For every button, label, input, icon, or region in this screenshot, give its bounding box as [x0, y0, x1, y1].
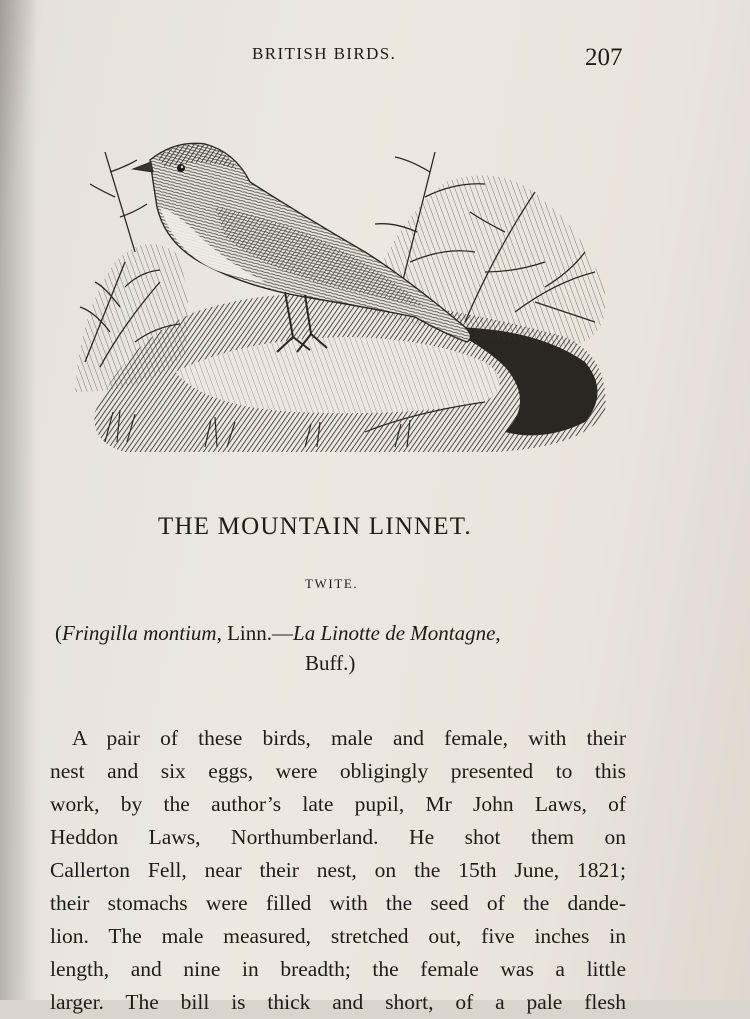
body-line: lion. The male measured, stretched out, five inches in: [50, 924, 626, 948]
body-line: Callerton Fell, near their nest, on the 15th June, 1821;: [50, 858, 626, 882]
body-line: length, and nine in breadth; the female was a little: [50, 957, 626, 981]
body-line: their stomachs were filled with the seed of the dande-: [50, 891, 626, 915]
article-subtitle: TWITE.: [305, 576, 359, 591]
synonym-line-2: Buff.): [305, 651, 356, 675]
body-line: nest and six eggs, were obligingly presented to this: [50, 759, 626, 783]
synonym-open: (: [55, 621, 62, 645]
bird-woodcut-illustration: [65, 112, 625, 472]
body-line: A pair of these birds, male and female, with their: [72, 726, 626, 750]
synonym-name-1: Fringilla montium: [62, 621, 217, 645]
synonym-sep-2: ,: [495, 621, 501, 645]
body-text: [50, 722, 626, 1019]
gutter-shadow: [0, 0, 38, 1000]
page-number: 207: [585, 44, 623, 71]
synonym-sep-1: , Linn.—: [216, 621, 294, 645]
running-head: BRITISH BIRDS.: [252, 44, 397, 63]
body-line: work, by the author’s late pupil, Mr John Laws, of: [50, 792, 626, 816]
article-title: THE MOUNTAIN LINNET.: [158, 513, 472, 540]
body-line: larger. The bill is thick and short, of a pale flesh: [50, 990, 626, 1014]
latin-synonym: [55, 618, 625, 678]
body-line: Heddon Laws, Northumberland. He shot them on: [50, 825, 626, 849]
synonym-name-2: La Linotte de Montagne: [293, 621, 496, 645]
